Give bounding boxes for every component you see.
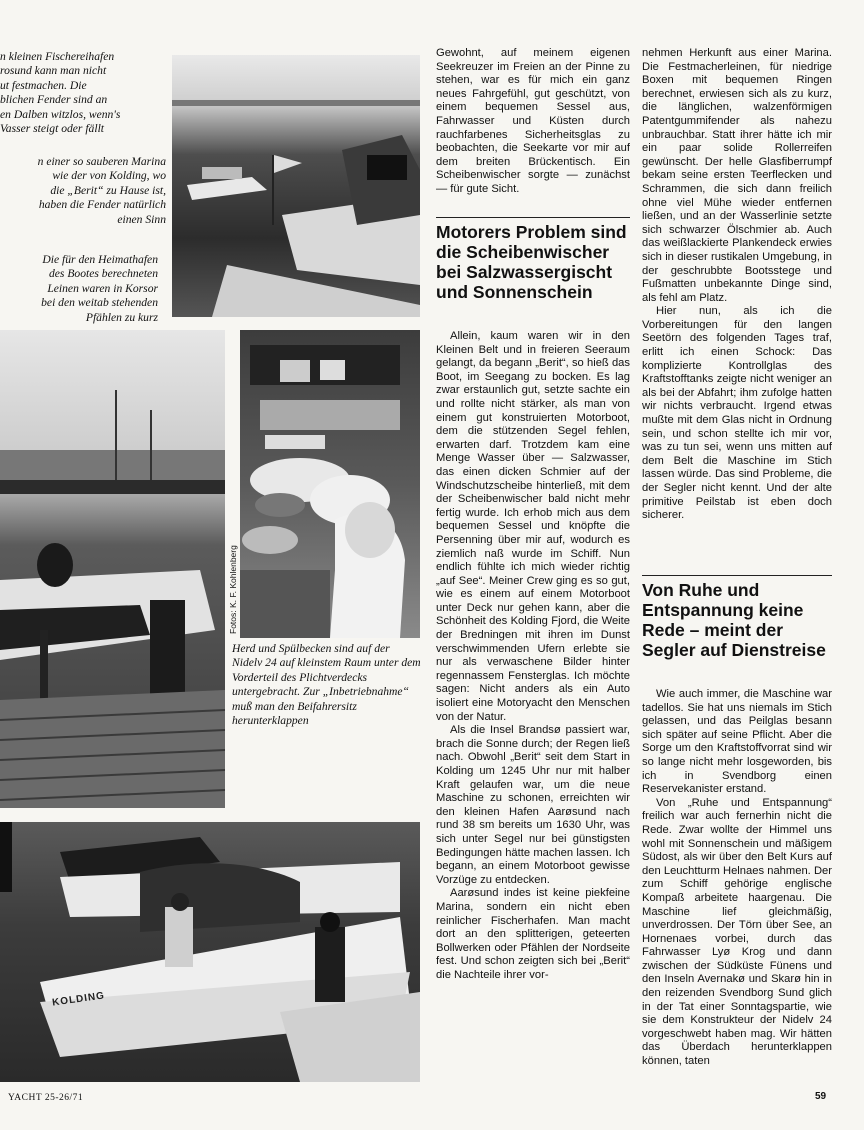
page-number: 59 bbox=[815, 1091, 827, 1102]
photo-fishing-harbour bbox=[0, 330, 225, 808]
photo-galley bbox=[240, 330, 420, 638]
article-column-2-body bbox=[642, 688, 832, 1069]
article-column-2 bbox=[642, 47, 832, 523]
footer-issue: YACHT 25-26/71 bbox=[8, 1093, 84, 1103]
col1-paragraph-1: Allein, kaum waren wir in den Kleinen Belt und in freieren Seeraum gelangt, da begann „Berit“, so hieß das Boot, im Seegang zu bocken. Es lag zwar erstaunlich gut, setzte sachte ein und rollte nicht stärker, als man von einem gut konstruierten Motorboot, dem die stützenden Segel fehlen, erwarten darf. Trotzdem kam eine Menge Wasser über — Salzwasser, das einen dicken Schmier auf der Windschutzscheibe hinterließ, mit dem der Scheibenwischer bald nicht mehr fertig wurde. Ich erhob mich aus dem bequemen Sessel und knöpfte die Persenning über mir auf, wodurch es ziemlich naß wurde im Schiff. Nun endlich fühlte ich mich wieder richtig „auf See“. Meiner Crew ging es so gut, wie es einem auf einem Motorboot unter Deck nur gehen kann, aber die Schönheit des Kolding Fjord, die Weite der Bredningen mit ihren im Dunst verschwimmenden Ufern erlebte sie nur als verwaschene Bilder hinter regennassem Fensterglas. Ich möchte sagen: Nicht anders als ein Auto isoliert eine Motoryacht den Menschen von der Natur. bbox=[436, 330, 630, 723]
col1-paragraph-2: Als die Insel Brandsø passiert war, brach die Sonne durch; der Regen ließ nach. Obwohl „Berit“ seit dem Start in Kolding um 1245 Uhr nur mit halber Kraft gelaufen war, um die neue Maschine zu schonen, erreichten wir den kleinen Hafen Aarøsund nach rund 38 sm bereits um 1630 Uhr, was sich unter Segel nur bei günstigsten Bedingungen hätte machen lassen. Ich begann, an einem Motorboot gewisse Vorzüge zu entdecken. bbox=[436, 724, 630, 886]
boat-name-label: KOLDING bbox=[51, 990, 106, 1009]
col1-paragraph-3: Aarøsund indes ist keine piekfeine Marina, sondern ein nicht eben reinlicher Fischerhafen. Man macht dort an den splitterigen, geteerten Bollwerken oder Pfählen der Nordseite fest. Und schon zeigten sich bei „Berit“ die Nachteile ihrer vor- bbox=[436, 887, 630, 981]
col2-paragraph-2: Hier nun, als ich die Vorbereitungen für den langen Seetörn des folgenden Tages traf, erlitt ich einen Schock: Das komplizierte Kontrollglas des Kraftstofftanks zeigte nicht weniger an als bei der Abfahrt; ihm zufolge hatten wir nichts verbraucht. Irgend etwas mußte mit dem Glas nicht in Ordnung sein, und schon stellte ich mir vor, was zu tun sei, wenn uns mitten auf dem Belt die Maschine im Stich lassen würde. Das sind Probleme, die der Segler nicht kennt. Und der alte primitive Peilstab ist eben doch sicherer. bbox=[642, 305, 832, 522]
article-column-1 bbox=[436, 47, 630, 197]
col2-paragraph-4: Von „Ruhe und Entspannung“ freilich war auch fernerhin nicht die Rede. Zwar wollte der Himmel uns wohl mit Sonnenschein und mäßigem Südost, als wir über den Belt Kurs auf den Leuchtturm Helnaes nahmen. Der zum Schiff gehörige englische Kompaß arbeitete haargenau. Die Maschine lief gleichmäßig, unverdrossen. Der Törn über See, an Hornenaes vorbei, durch das Fahrwasser Lyø Krog und dann zwischen der Südküste Fünens und den Inseln Avernakø und Skarø hin in den reizenden Svendborg Sund glich in der Tat einer Sonntagspartie, wie sie dem Konstrukteur der Nidelv 24 vorgeschwebt haben mag. Wir hätten das Überdach herunterklappen können, taten bbox=[642, 796, 832, 1068]
col2-paragraph-3: Wie auch immer, die Maschine war tadellos. Sie hat uns niemals im Stich gelassen, und das Peilglas besann sich später auf seine Pflicht. Aber die Sorge um den Kraftstoffvorrat sind wir so lange nicht mehr losgeworden, bis ich in Svendborg einen Reservekanister erstand. bbox=[642, 688, 832, 796]
photo-credit: Fotos: K. F. Kohlenberg bbox=[228, 545, 238, 634]
col2-paragraph-1: nehmen Herkunft aus einer Marina. Die Festmacherleinen, für niedrige Boxen mit bequemen Ringen berechnet, erwiesen sich als zu kurz, die länglichen, walzenförmigen Patentgummifender als nahezu unbrauchbar. Statt ihrer hätte ich mir ein paar solide Rollerreifen gewünscht. Der helle Glasfiberrumpf bekam seine ersten Teerflecken und Schrammen, die sich dann freilich ohne viel Mühe wieder entfernen ließen, und an der Wasserlinie setzte sich schwarzer Ölschmier ab. Auch das weißlackierte Plankendeck erwies sich in dieser rustikalen Umgebung, in der geschrubbte Bootsstege und Fußmatten unbekannte Dinge sind, als fehl am Platz. bbox=[642, 47, 832, 304]
caption-bottom-left: Die für den Heimathafen des Bootes berechneten Leinen waren in Korsor bei den weitab stehenden Pfählen zu kurz bbox=[41, 253, 158, 324]
photo-berit-at-pier bbox=[0, 822, 420, 1082]
article-column-1-body bbox=[436, 330, 630, 983]
col1-intro: Gewohnt, auf meinem eigenen Seekreuzer im Freien an der Pinne zu stehen, war es für mich ein ganz neues Fahrgefühl, gut geschützt, von einem bequemen Sessel aus, Fahrwasser und Küsten durch rauchfarbenes Sicherheitsglas zu beobachten, die Seekarte vor mir auf dem breiten Brückentisch. Ein Scheibenwischer sorgte — zunächst — für gute Sicht. bbox=[436, 47, 630, 195]
photo-marina-motorboat bbox=[172, 55, 420, 317]
caption-top-left: n kleinen Fischereihafen rosund kann man nicht ut festmachen. Die blichen Fender sind an en Dalben witzlos, wenn's Vasser steigt oder fällt bbox=[0, 50, 121, 136]
caption-middle-left: n einer so sauberen Marina wie der von Kolding, wo die „Berit“ zu Hause ist, haben die Fender natürlich einen Sinn bbox=[37, 155, 166, 226]
caption-galley: Herd und Spülbecken sind auf der Nidelv 24 auf kleinstem Raum unter dem Vorderteil des Plichtverdecks untergebracht. Zur „Inbetriebnahme“ muß man den Beifahrersitz herunterklappen bbox=[232, 642, 421, 728]
headline-scheibenwischer: Motorers Problem sind die Scheibenwischer bei Salzwassergischt und Sonnenschein bbox=[436, 217, 630, 302]
headline-ruhe-und-entspannung: Von Ruhe und Entspannung keine Rede – meint der Segler auf Dienstreise bbox=[642, 575, 832, 660]
